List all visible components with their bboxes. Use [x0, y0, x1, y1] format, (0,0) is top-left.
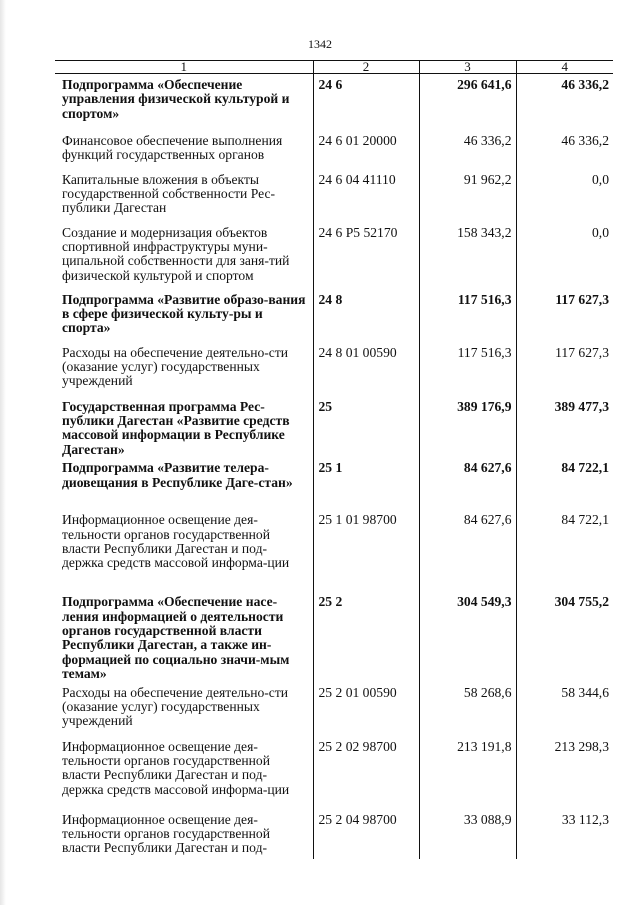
table-header-row	[55, 61, 613, 74]
row-value-col3: 389 176,9	[419, 396, 516, 458]
row-code: 24 6 04 41110	[313, 169, 419, 222]
row-name: Подпрограмма «Развитие образо-вания в сфере физической культу-ры и спорта»	[62, 291, 306, 336]
row-value-col3: 84 627,6	[419, 457, 516, 509]
table-row	[55, 74, 613, 130]
row-code: 25 1 01 98700	[313, 509, 419, 591]
row-value-col3: 296 641,6	[419, 74, 516, 130]
row-value-col4: 46 336,2	[516, 130, 613, 169]
table-row	[55, 682, 613, 736]
page-number: 1342	[308, 37, 332, 51]
row-value-col3: 304 549,3	[419, 591, 516, 681]
table-row	[55, 591, 613, 681]
table-row	[55, 457, 613, 509]
table-row	[55, 289, 613, 342]
row-name: Информационное освещение дея-тельности органов государственной власти Республики Дагестан и под-держка средств массовой информа-ции	[62, 512, 290, 571]
row-value-col3: 46 336,2	[419, 130, 516, 169]
row-code: 25 2 04 98700	[313, 809, 419, 859]
row-value-col4: 117 627,3	[516, 342, 613, 396]
budget-table	[55, 60, 613, 859]
row-name: Информационное освещение дея-тельности органов государственной власти Республики Дагестан и под-	[62, 811, 270, 856]
row-code: 24 6 01 20000	[313, 130, 419, 169]
column-header-4: 4	[516, 61, 613, 74]
row-value-col3: 213 191,8	[419, 736, 516, 809]
row-code: 25 2	[313, 591, 419, 681]
row-value-col3: 158 343,2	[419, 222, 516, 289]
row-value-col4: 58 344,6	[516, 682, 613, 736]
row-value-col3: 117 516,3	[419, 342, 516, 396]
row-code: 24 8 01 00590	[313, 342, 419, 396]
row-name: Подпрограмма «Обеспечение управления физической культурой и спортом»	[62, 77, 290, 121]
row-code: 24 6 P5 52170	[313, 222, 419, 289]
row-name: Расходы на обеспечение деятельно-сти (оказание услуг) государственных учреждений	[62, 684, 289, 729]
row-value-col3: 84 627,6	[419, 509, 516, 591]
row-value-col4: 213 298,3	[516, 736, 613, 809]
row-code: 25 2 02 98700	[313, 736, 419, 809]
row-value-col3: 91 962,2	[419, 169, 516, 222]
row-name: Создание и модернизация объектов спортивной инфраструктуры муни-ципальной собственности для заня-тий физической культурой и спортом	[62, 224, 290, 283]
row-value-col3: 117 516,3	[419, 289, 516, 342]
row-value-col4: 117 627,3	[516, 289, 613, 342]
row-value-col4: 0,0	[516, 169, 613, 222]
row-code: 25 2 01 00590	[313, 682, 419, 736]
row-value-col3: 33 088,9	[419, 809, 516, 859]
table-row	[55, 130, 613, 169]
table-row	[55, 396, 613, 458]
table-row	[55, 509, 613, 591]
row-name: Капитальные вложения в объекты государственной собственности Рес-публики Дагестан	[62, 171, 276, 216]
row-name: Подпрограмма «Обеспечение насе-ления информацией о деятельности органов государственной власти Республики Дагестан, а также ин-формацией по социально значи-мым темам»	[62, 594, 290, 682]
scan-edge-shadow	[0, 0, 6, 905]
row-value-col4: 46 336,2	[516, 74, 613, 130]
row-name: Информационное освещение дея-тельности органов государственной власти Республики Дагестан и под-держка средств массовой информа-ции	[62, 738, 290, 797]
row-value-col4: 389 477,3	[516, 396, 613, 458]
column-header-1: 1	[55, 61, 313, 74]
row-name: Государственная программа Рес-публики Дагестан «Развитие средств массовой информации в Республике Дагестан»	[62, 398, 290, 457]
table-row	[55, 222, 613, 289]
row-code: 25 1	[313, 457, 419, 509]
row-name: Финансовое обеспечение выполнения функций государственных органов	[62, 132, 283, 162]
row-value-col3: 58 268,6	[419, 682, 516, 736]
row-code: 24 6	[313, 74, 419, 130]
row-value-col4: 0,0	[516, 222, 613, 289]
table-row	[55, 169, 613, 222]
row-value-col4: 33 112,3	[516, 809, 613, 859]
row-name: Расходы на обеспечение деятельно-сти (оказание услуг) государственных учреждений	[62, 344, 289, 389]
row-code: 25	[313, 396, 419, 458]
row-name: Подпрограмма «Развитие телера-диовещания в Республике Даге-стан»	[62, 460, 293, 490]
row-value-col4: 304 755,2	[516, 591, 613, 681]
row-value-col4: 84 722,1	[516, 509, 613, 591]
table-row	[55, 736, 613, 809]
row-code: 24 8	[313, 289, 419, 342]
table-row	[55, 342, 613, 396]
column-header-3: 3	[419, 61, 516, 74]
table-row	[55, 809, 613, 859]
row-value-col4: 84 722,1	[516, 457, 613, 509]
column-header-2: 2	[313, 61, 419, 74]
